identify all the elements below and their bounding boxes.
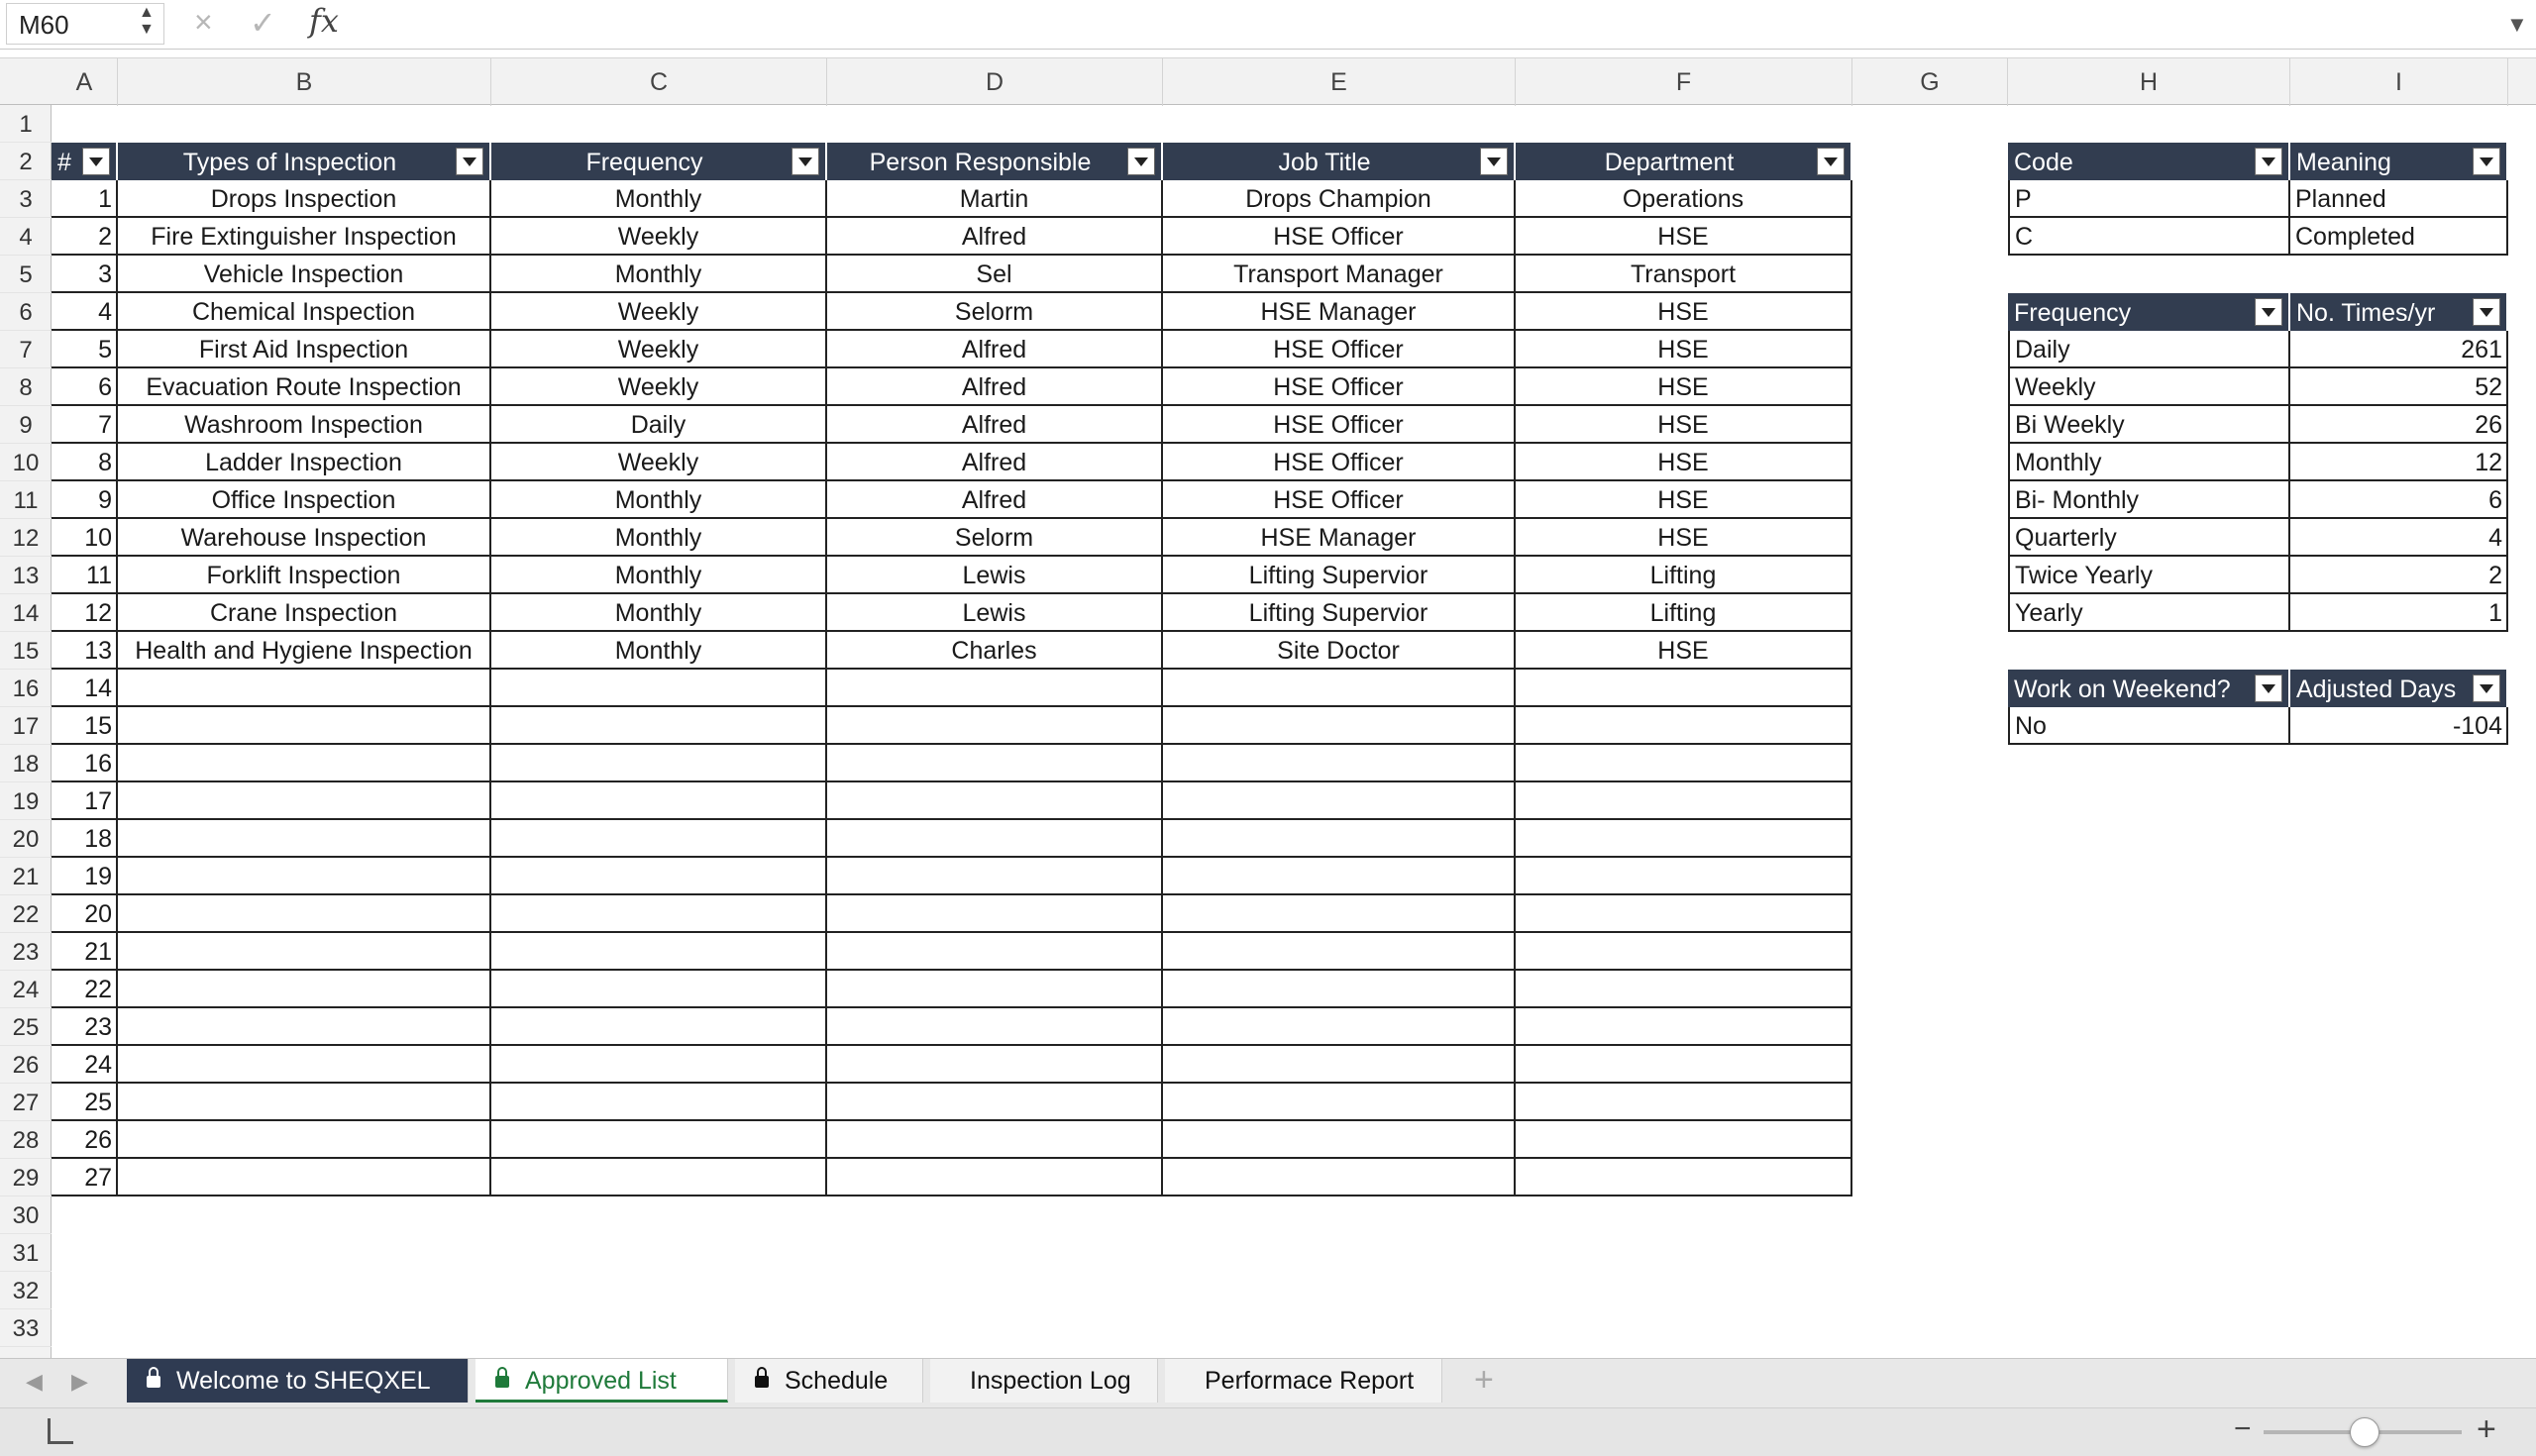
sheet-tab-schedule[interactable] <box>735 1359 923 1403</box>
main_table-cell[interactable]: Weekly <box>491 331 827 368</box>
main_table-cell[interactable] <box>1516 1159 1852 1196</box>
main_table-cell[interactable]: 2 <box>52 218 118 256</box>
main_table-cell[interactable]: 11 <box>52 557 118 594</box>
filter-dropdown-icon[interactable] <box>2473 148 2500 175</box>
column-header-h[interactable]: H <box>2008 58 2290 106</box>
main_table-cell[interactable] <box>491 1121 827 1159</box>
main_table-cell[interactable] <box>1516 933 1852 971</box>
sheet-tab-welcome-to-sheqxel[interactable] <box>127 1359 469 1403</box>
code_table-cell[interactable]: Planned <box>2290 180 2508 218</box>
expand-formula-bar-icon[interactable]: ▼ <box>2506 12 2528 37</box>
main_table-header-cell[interactable] <box>827 143 1163 180</box>
main_table-cell[interactable] <box>1163 1121 1516 1159</box>
sheet-tab-label: Inspection Log <box>970 1367 1131 1395</box>
main_table-cell[interactable]: 6 <box>52 368 118 406</box>
main_table-cell[interactable] <box>1163 1008 1516 1046</box>
main_table-cell[interactable]: Vehicle Inspection <box>118 256 491 293</box>
row-header-2[interactable]: 2 <box>0 143 52 180</box>
main_table-cell[interactable]: 20 <box>52 895 118 933</box>
main_table-cell[interactable] <box>491 971 827 1008</box>
main_table-cell[interactable] <box>1163 1159 1516 1196</box>
main_table-cell[interactable]: Lewis <box>827 594 1163 632</box>
main_table-cell[interactable] <box>827 971 1163 1008</box>
main_table-cell[interactable]: Alfred <box>827 481 1163 519</box>
main_table-cell[interactable] <box>491 670 827 707</box>
main_table-cell[interactable]: 22 <box>52 971 118 1008</box>
main_table-cell[interactable]: Alfred <box>827 331 1163 368</box>
main_table-cell[interactable]: HSE Officer <box>1163 331 1516 368</box>
main_table-cell[interactable]: 3 <box>52 256 118 293</box>
frequency_table-cell[interactable]: Bi- Monthly <box>2008 481 2290 519</box>
row-header-23[interactable]: 23 <box>0 933 52 971</box>
main_table-cell[interactable] <box>118 858 491 895</box>
main_table-cell[interactable]: HSE Officer <box>1163 444 1516 481</box>
main_table-cell[interactable]: Fire Extinguisher Inspection <box>118 218 491 256</box>
main_table-cell[interactable]: Monthly <box>491 519 827 557</box>
main_table-header-label: Types of Inspection <box>182 149 397 176</box>
row-header-19[interactable]: 19 <box>0 782 52 820</box>
main_table-cell[interactable] <box>1516 1046 1852 1084</box>
main_table-cell[interactable] <box>491 745 827 782</box>
main_table-cell[interactable] <box>1516 1121 1852 1159</box>
main_table-cell[interactable] <box>118 1046 491 1084</box>
row-header-21[interactable]: 21 <box>0 858 52 895</box>
main_table-cell[interactable]: Transport <box>1516 256 1852 293</box>
status-bar <box>0 1407 2536 1456</box>
row-header-18[interactable]: 18 <box>0 745 52 782</box>
main_table-cell[interactable]: Forklift Inspection <box>118 557 491 594</box>
row-header-5[interactable]: 5 <box>0 256 52 293</box>
main_table-cell[interactable]: HSE Manager <box>1163 519 1516 557</box>
row-header-13[interactable]: 13 <box>0 557 52 594</box>
main_table-cell[interactable]: Selorm <box>827 519 1163 557</box>
code_table-header-cell[interactable] <box>2290 143 2508 180</box>
code_table-cell[interactable]: Completed <box>2290 218 2508 256</box>
row-header-22[interactable]: 22 <box>0 895 52 933</box>
page-layout-icon[interactable] <box>48 1418 73 1444</box>
column-header-d[interactable]: D <box>827 58 1163 106</box>
main_table-cell[interactable] <box>1516 858 1852 895</box>
main_table-cell[interactable] <box>827 820 1163 858</box>
weekend_table-cell[interactable]: -104 <box>2290 707 2508 745</box>
weekend_table-header-label: Adjusted Days <box>2296 676 2457 703</box>
main_table-cell[interactable]: 16 <box>52 745 118 782</box>
main_table-cell[interactable] <box>1163 820 1516 858</box>
sheet-tab-inspection-log[interactable] <box>930 1359 1158 1403</box>
main_table-cell[interactable] <box>827 1121 1163 1159</box>
zoom-out-icon[interactable]: − <box>2234 1412 2252 1445</box>
row-header-3[interactable]: 3 <box>0 180 52 218</box>
main_table-header-cell[interactable] <box>1163 143 1516 180</box>
enter-check-icon[interactable]: ✓ <box>250 5 276 41</box>
main_table-cell[interactable] <box>1516 782 1852 820</box>
code_table-cell[interactable]: P <box>2008 180 2290 218</box>
row-header-29[interactable]: 29 <box>0 1159 52 1196</box>
main_table-cell[interactable]: Alfred <box>827 444 1163 481</box>
main_table-cell[interactable] <box>1516 1008 1852 1046</box>
row-header-10[interactable]: 10 <box>0 444 52 481</box>
code_table-header-label: Meaning <box>2296 149 2391 176</box>
main_table-cell[interactable] <box>118 1084 491 1121</box>
main_table-cell[interactable]: 23 <box>52 1008 118 1046</box>
main_table-cell[interactable]: HSE <box>1516 481 1852 519</box>
weekend_table-header-cell[interactable] <box>2290 670 2508 707</box>
sheet-tab-bar <box>0 1358 2536 1407</box>
main_table-cell[interactable]: 10 <box>52 519 118 557</box>
main_table-cell[interactable] <box>1163 895 1516 933</box>
main_table-cell[interactable] <box>118 782 491 820</box>
main_table-cell[interactable] <box>827 858 1163 895</box>
frequency_table-header-cell[interactable] <box>2290 293 2508 331</box>
filter-dropdown-icon[interactable] <box>82 148 110 175</box>
main_table-cell[interactable]: 15 <box>52 707 118 745</box>
row-header-6[interactable]: 6 <box>0 293 52 331</box>
column-header-f[interactable]: F <box>1516 58 1852 106</box>
frequency_table-header-cell[interactable] <box>2008 293 2290 331</box>
row-header-30[interactable]: 30 <box>0 1196 52 1234</box>
main_table-cell[interactable] <box>1163 858 1516 895</box>
next-sheet-icon[interactable]: ▶ <box>71 1369 88 1394</box>
row-header-16[interactable]: 16 <box>0 670 52 707</box>
main_table-cell[interactable]: Monthly <box>491 557 827 594</box>
main_table-cell[interactable]: Evacuation Route Inspection <box>118 368 491 406</box>
main_table-cell[interactable]: Operations <box>1516 180 1852 218</box>
weekend_table-cell[interactable]: No <box>2008 707 2290 745</box>
main_table-cell[interactable]: 1 <box>52 180 118 218</box>
main_table-cell[interactable]: Monthly <box>491 594 827 632</box>
row-header-4[interactable]: 4 <box>0 218 52 256</box>
main_table-cell[interactable] <box>1163 707 1516 745</box>
main_table-cell[interactable]: 8 <box>52 444 118 481</box>
main_table-cell[interactable] <box>1516 820 1852 858</box>
main_table-cell[interactable]: Lifting <box>1516 594 1852 632</box>
row-header-15[interactable]: 15 <box>0 632 52 670</box>
main_table-cell[interactable] <box>1163 1046 1516 1084</box>
filter-dropdown-icon[interactable] <box>792 148 819 175</box>
main_table-cell[interactable] <box>1163 971 1516 1008</box>
main_table-header-label: Department <box>1604 149 1735 176</box>
main_table-cell[interactable]: Martin <box>827 180 1163 218</box>
main_table-cell[interactable]: Washroom Inspection <box>118 406 491 444</box>
main_table-cell[interactable] <box>1163 782 1516 820</box>
column-header-g[interactable]: G <box>1852 58 2008 106</box>
main_table-cell[interactable] <box>491 895 827 933</box>
main_table-cell[interactable] <box>1516 895 1852 933</box>
row-header-20[interactable]: 20 <box>0 820 52 858</box>
main_table-cell[interactable]: HSE <box>1516 368 1852 406</box>
main_table-cell[interactable]: HSE Officer <box>1163 406 1516 444</box>
row-header-28[interactable]: 28 <box>0 1121 52 1159</box>
zoom-slider-thumb[interactable] <box>2350 1417 2379 1447</box>
main_table-cell[interactable]: HSE Officer <box>1163 368 1516 406</box>
frequency_table-cell[interactable]: 6 <box>2290 481 2508 519</box>
sheet-tab-label: Approved List <box>525 1367 677 1395</box>
row-header-24[interactable]: 24 <box>0 971 52 1008</box>
row-header-32[interactable]: 32 <box>0 1272 52 1309</box>
lock-icon <box>495 1376 509 1388</box>
lock-icon <box>755 1376 769 1388</box>
main_table-cell[interactable]: 14 <box>52 670 118 707</box>
main_table-cell[interactable]: Monthly <box>491 256 827 293</box>
main_table-cell[interactable]: 18 <box>52 820 118 858</box>
frequency_table-cell[interactable]: Bi Weekly <box>2008 406 2290 444</box>
name-box[interactable]: M60 <box>6 3 164 45</box>
main_table-cell[interactable] <box>1516 971 1852 1008</box>
frequency_table-cell[interactable]: 261 <box>2290 331 2508 368</box>
main_table-cell[interactable]: 12 <box>52 594 118 632</box>
column-header-e[interactable]: E <box>1163 58 1516 106</box>
main_table-cell[interactable]: Alfred <box>827 368 1163 406</box>
main_table-cell[interactable]: Ladder Inspection <box>118 444 491 481</box>
main_table-cell[interactable]: First Aid Inspection <box>118 331 491 368</box>
row-header-27[interactable]: 27 <box>0 1084 52 1121</box>
name-box-stepper-icon[interactable]: ▲ ▼ <box>139 4 155 38</box>
main_table-cell[interactable] <box>491 707 827 745</box>
frequency_table-header-label: No. Times/yr <box>2296 299 2436 327</box>
main_table-cell[interactable]: HSE Officer <box>1163 481 1516 519</box>
main_table-cell[interactable]: Weekly <box>491 444 827 481</box>
row-header-1[interactable]: 1 <box>0 105 52 143</box>
sheet-tab-label: Welcome to SHEQXEL <box>176 1367 431 1395</box>
code_table-cell[interactable]: C <box>2008 218 2290 256</box>
main_table-cell[interactable] <box>1163 670 1516 707</box>
main_table-header-cell[interactable] <box>1516 143 1852 180</box>
main_table-cell[interactable]: 4 <box>52 293 118 331</box>
main_table-cell[interactable] <box>827 707 1163 745</box>
main_table-cell[interactable] <box>118 820 491 858</box>
main_table-header-label: Job Title <box>1278 149 1371 176</box>
main_table-cell[interactable]: Lifting Supervior <box>1163 594 1516 632</box>
main_table-cell[interactable] <box>827 1084 1163 1121</box>
main_table-cell[interactable]: 5 <box>52 331 118 368</box>
filter-dropdown-icon[interactable] <box>2255 675 2282 702</box>
filter-dropdown-icon[interactable] <box>1127 148 1155 175</box>
column-header-a[interactable]: A <box>52 58 118 106</box>
main_table-cell[interactable] <box>827 933 1163 971</box>
main_table-cell[interactable] <box>1163 933 1516 971</box>
filter-dropdown-icon[interactable] <box>1480 148 1508 175</box>
row-header-31[interactable]: 31 <box>0 1234 52 1272</box>
frequency_table-cell[interactable]: 26 <box>2290 406 2508 444</box>
main_table-cell[interactable] <box>118 1121 491 1159</box>
main_table-cell[interactable]: Health and Hygiene Inspection <box>118 632 491 670</box>
main_table-cell[interactable]: 13 <box>52 632 118 670</box>
frequency_table-cell[interactable]: Monthly <box>2008 444 2290 481</box>
main_table-cell[interactable]: Lifting Supervior <box>1163 557 1516 594</box>
sheet-tab-label: Performace Report <box>1205 1367 1415 1395</box>
main_table-cell[interactable]: HSE <box>1516 331 1852 368</box>
main_table-cell[interactable]: HSE <box>1516 293 1852 331</box>
row-header-25[interactable]: 25 <box>0 1008 52 1046</box>
cancel-icon[interactable]: × <box>194 4 213 40</box>
prev-sheet-icon[interactable]: ◀ <box>26 1369 43 1394</box>
main_table-cell[interactable] <box>118 895 491 933</box>
main_table-cell[interactable] <box>118 670 491 707</box>
zoom-in-icon[interactable]: + <box>2477 1410 2496 1448</box>
main_table-cell[interactable]: HSE <box>1516 406 1852 444</box>
main_table-cell[interactable] <box>491 933 827 971</box>
main_table-cell[interactable]: Chemical Inspection <box>118 293 491 331</box>
frequency_table-cell[interactable]: Daily <box>2008 331 2290 368</box>
main_table-cell[interactable]: Sel <box>827 256 1163 293</box>
main_table-cell[interactable]: 24 <box>52 1046 118 1084</box>
row-header-14[interactable]: 14 <box>0 594 52 632</box>
main_table-cell[interactable] <box>1163 745 1516 782</box>
frequency_table-cell[interactable]: 4 <box>2290 519 2508 557</box>
row-header-12[interactable]: 12 <box>0 519 52 557</box>
main_table-cell[interactable]: 9 <box>52 481 118 519</box>
main_table-cell[interactable] <box>491 1084 827 1121</box>
column-header-c[interactable]: C <box>491 58 827 106</box>
main_table-cell[interactable]: Alfred <box>827 406 1163 444</box>
main_table-cell[interactable]: 25 <box>52 1084 118 1121</box>
weekend_table-header-label: Work on Weekend? <box>2014 676 2231 703</box>
sheet-tab-performace-report[interactable] <box>1165 1359 1442 1403</box>
main_table-cell[interactable]: HSE <box>1516 444 1852 481</box>
main_table-cell[interactable] <box>118 745 491 782</box>
frequency_table-cell[interactable]: 12 <box>2290 444 2508 481</box>
filter-dropdown-icon[interactable] <box>2255 298 2282 326</box>
main_table-cell[interactable]: Weekly <box>491 368 827 406</box>
main_table-cell[interactable]: Crane Inspection <box>118 594 491 632</box>
main_table-cell[interactable]: Office Inspection <box>118 481 491 519</box>
main_table-cell[interactable] <box>827 1046 1163 1084</box>
frequency_table-cell[interactable]: 52 <box>2290 368 2508 406</box>
main_table-cell[interactable] <box>1163 1084 1516 1121</box>
column-header-b[interactable]: B <box>118 58 491 106</box>
row-header-26[interactable]: 26 <box>0 1046 52 1084</box>
column-header-i[interactable]: I <box>2290 58 2508 106</box>
main_table-cell[interactable]: 7 <box>52 406 118 444</box>
frequency_table-cell[interactable]: 2 <box>2290 557 2508 594</box>
main_table-cell[interactable] <box>827 670 1163 707</box>
main_table-cell[interactable] <box>118 1008 491 1046</box>
main_table-cell[interactable] <box>491 1159 827 1196</box>
main_table-cell[interactable] <box>118 971 491 1008</box>
row-header-8[interactable]: 8 <box>0 368 52 406</box>
main_table-cell[interactable] <box>827 895 1163 933</box>
main_table-cell[interactable] <box>1516 1084 1852 1121</box>
lock-icon <box>147 1376 160 1388</box>
main_table-cell[interactable] <box>827 745 1163 782</box>
main_table-cell[interactable] <box>491 782 827 820</box>
main_table-cell[interactable]: Lifting <box>1516 557 1852 594</box>
main_table-cell[interactable] <box>1516 745 1852 782</box>
main_table-cell[interactable]: HSE <box>1516 218 1852 256</box>
row-header-17[interactable]: 17 <box>0 707 52 745</box>
frequency_table-cell[interactable]: Yearly <box>2008 594 2290 632</box>
main_table-cell[interactable] <box>827 782 1163 820</box>
filter-dropdown-icon[interactable] <box>2473 298 2500 326</box>
main_table-header-label: Person Responsible <box>869 149 1092 176</box>
main_table-cell[interactable]: 17 <box>52 782 118 820</box>
row-header-9[interactable]: 9 <box>0 406 52 444</box>
main_table-header-label: # <box>57 149 71 176</box>
main_table-header-cell[interactable] <box>52 143 118 180</box>
add-sheet-icon[interactable]: + <box>1474 1361 1494 1399</box>
filter-dropdown-icon[interactable] <box>2255 148 2282 175</box>
main_table-cell[interactable]: Drops Champion <box>1163 180 1516 218</box>
main_table-cell[interactable]: 21 <box>52 933 118 971</box>
main_table-cell[interactable]: Monthly <box>491 632 827 670</box>
row-header-33[interactable]: 33 <box>0 1309 52 1347</box>
main_table-cell[interactable] <box>1516 670 1852 707</box>
main_table-header-cell[interactable] <box>491 143 827 180</box>
row-header-7[interactable]: 7 <box>0 331 52 368</box>
main_table-header-cell[interactable] <box>118 143 491 180</box>
frequency_table-cell[interactable]: 1 <box>2290 594 2508 632</box>
main_table-cell[interactable] <box>827 1008 1163 1046</box>
main_table-cell[interactable]: 26 <box>52 1121 118 1159</box>
frequency_table-header-label: Frequency <box>2014 299 2132 327</box>
main_table-cell[interactable] <box>491 1046 827 1084</box>
filter-dropdown-icon[interactable] <box>456 148 483 175</box>
main_table-cell[interactable] <box>118 933 491 971</box>
main_table-cell[interactable]: HSE Manager <box>1163 293 1516 331</box>
sheet-tab-approved-list[interactable] <box>476 1359 728 1403</box>
main_table-cell[interactable]: HSE <box>1516 632 1852 670</box>
weekend_table-header-cell[interactable] <box>2008 670 2290 707</box>
frequency_table-cell[interactable]: Weekly <box>2008 368 2290 406</box>
main_table-cell[interactable]: Weekly <box>491 293 827 331</box>
main_table-cell[interactable] <box>491 858 827 895</box>
main_table-cell[interactable]: Transport Manager <box>1163 256 1516 293</box>
main_table-cell[interactable]: Monthly <box>491 180 827 218</box>
filter-dropdown-icon[interactable] <box>1817 148 1845 175</box>
main_table-header-label: Frequency <box>585 149 703 176</box>
main_table-cell[interactable]: 19 <box>52 858 118 895</box>
sheet-tab-label: Schedule <box>785 1367 889 1395</box>
main_table-cell[interactable] <box>118 1159 491 1196</box>
main_table-cell[interactable]: Warehouse Inspection <box>118 519 491 557</box>
main_table-cell[interactable]: Daily <box>491 406 827 444</box>
main_table-cell[interactable] <box>118 707 491 745</box>
code_table-header-label: Code <box>2014 149 2073 176</box>
main_table-cell[interactable]: Site Doctor <box>1163 632 1516 670</box>
main_table-cell[interactable]: Alfred <box>827 218 1163 256</box>
filter-dropdown-icon[interactable] <box>2473 675 2500 702</box>
main_table-cell[interactable]: Monthly <box>491 481 827 519</box>
frequency_table-cell[interactable]: Twice Yearly <box>2008 557 2290 594</box>
main_table-cell[interactable]: HSE Officer <box>1163 218 1516 256</box>
main_table-cell[interactable] <box>827 1159 1163 1196</box>
main_table-cell[interactable]: 27 <box>52 1159 118 1196</box>
main_table-cell[interactable]: Weekly <box>491 218 827 256</box>
main_table-cell[interactable] <box>1516 707 1852 745</box>
main_table-cell[interactable] <box>491 820 827 858</box>
main_table-cell[interactable]: Charles <box>827 632 1163 670</box>
main_table-cell[interactable]: Lewis <box>827 557 1163 594</box>
main_table-cell[interactable]: Selorm <box>827 293 1163 331</box>
row-header-11[interactable]: 11 <box>0 481 52 519</box>
frequency_table-cell[interactable]: Quarterly <box>2008 519 2290 557</box>
code_table-header-cell[interactable] <box>2008 143 2290 180</box>
zoom-slider[interactable] <box>2264 1430 2462 1434</box>
main_table-cell[interactable]: HSE <box>1516 519 1852 557</box>
main_table-cell[interactable]: Drops Inspection <box>118 180 491 218</box>
function-fx-icon[interactable]: fx <box>309 2 339 40</box>
main_table-cell[interactable] <box>491 1008 827 1046</box>
